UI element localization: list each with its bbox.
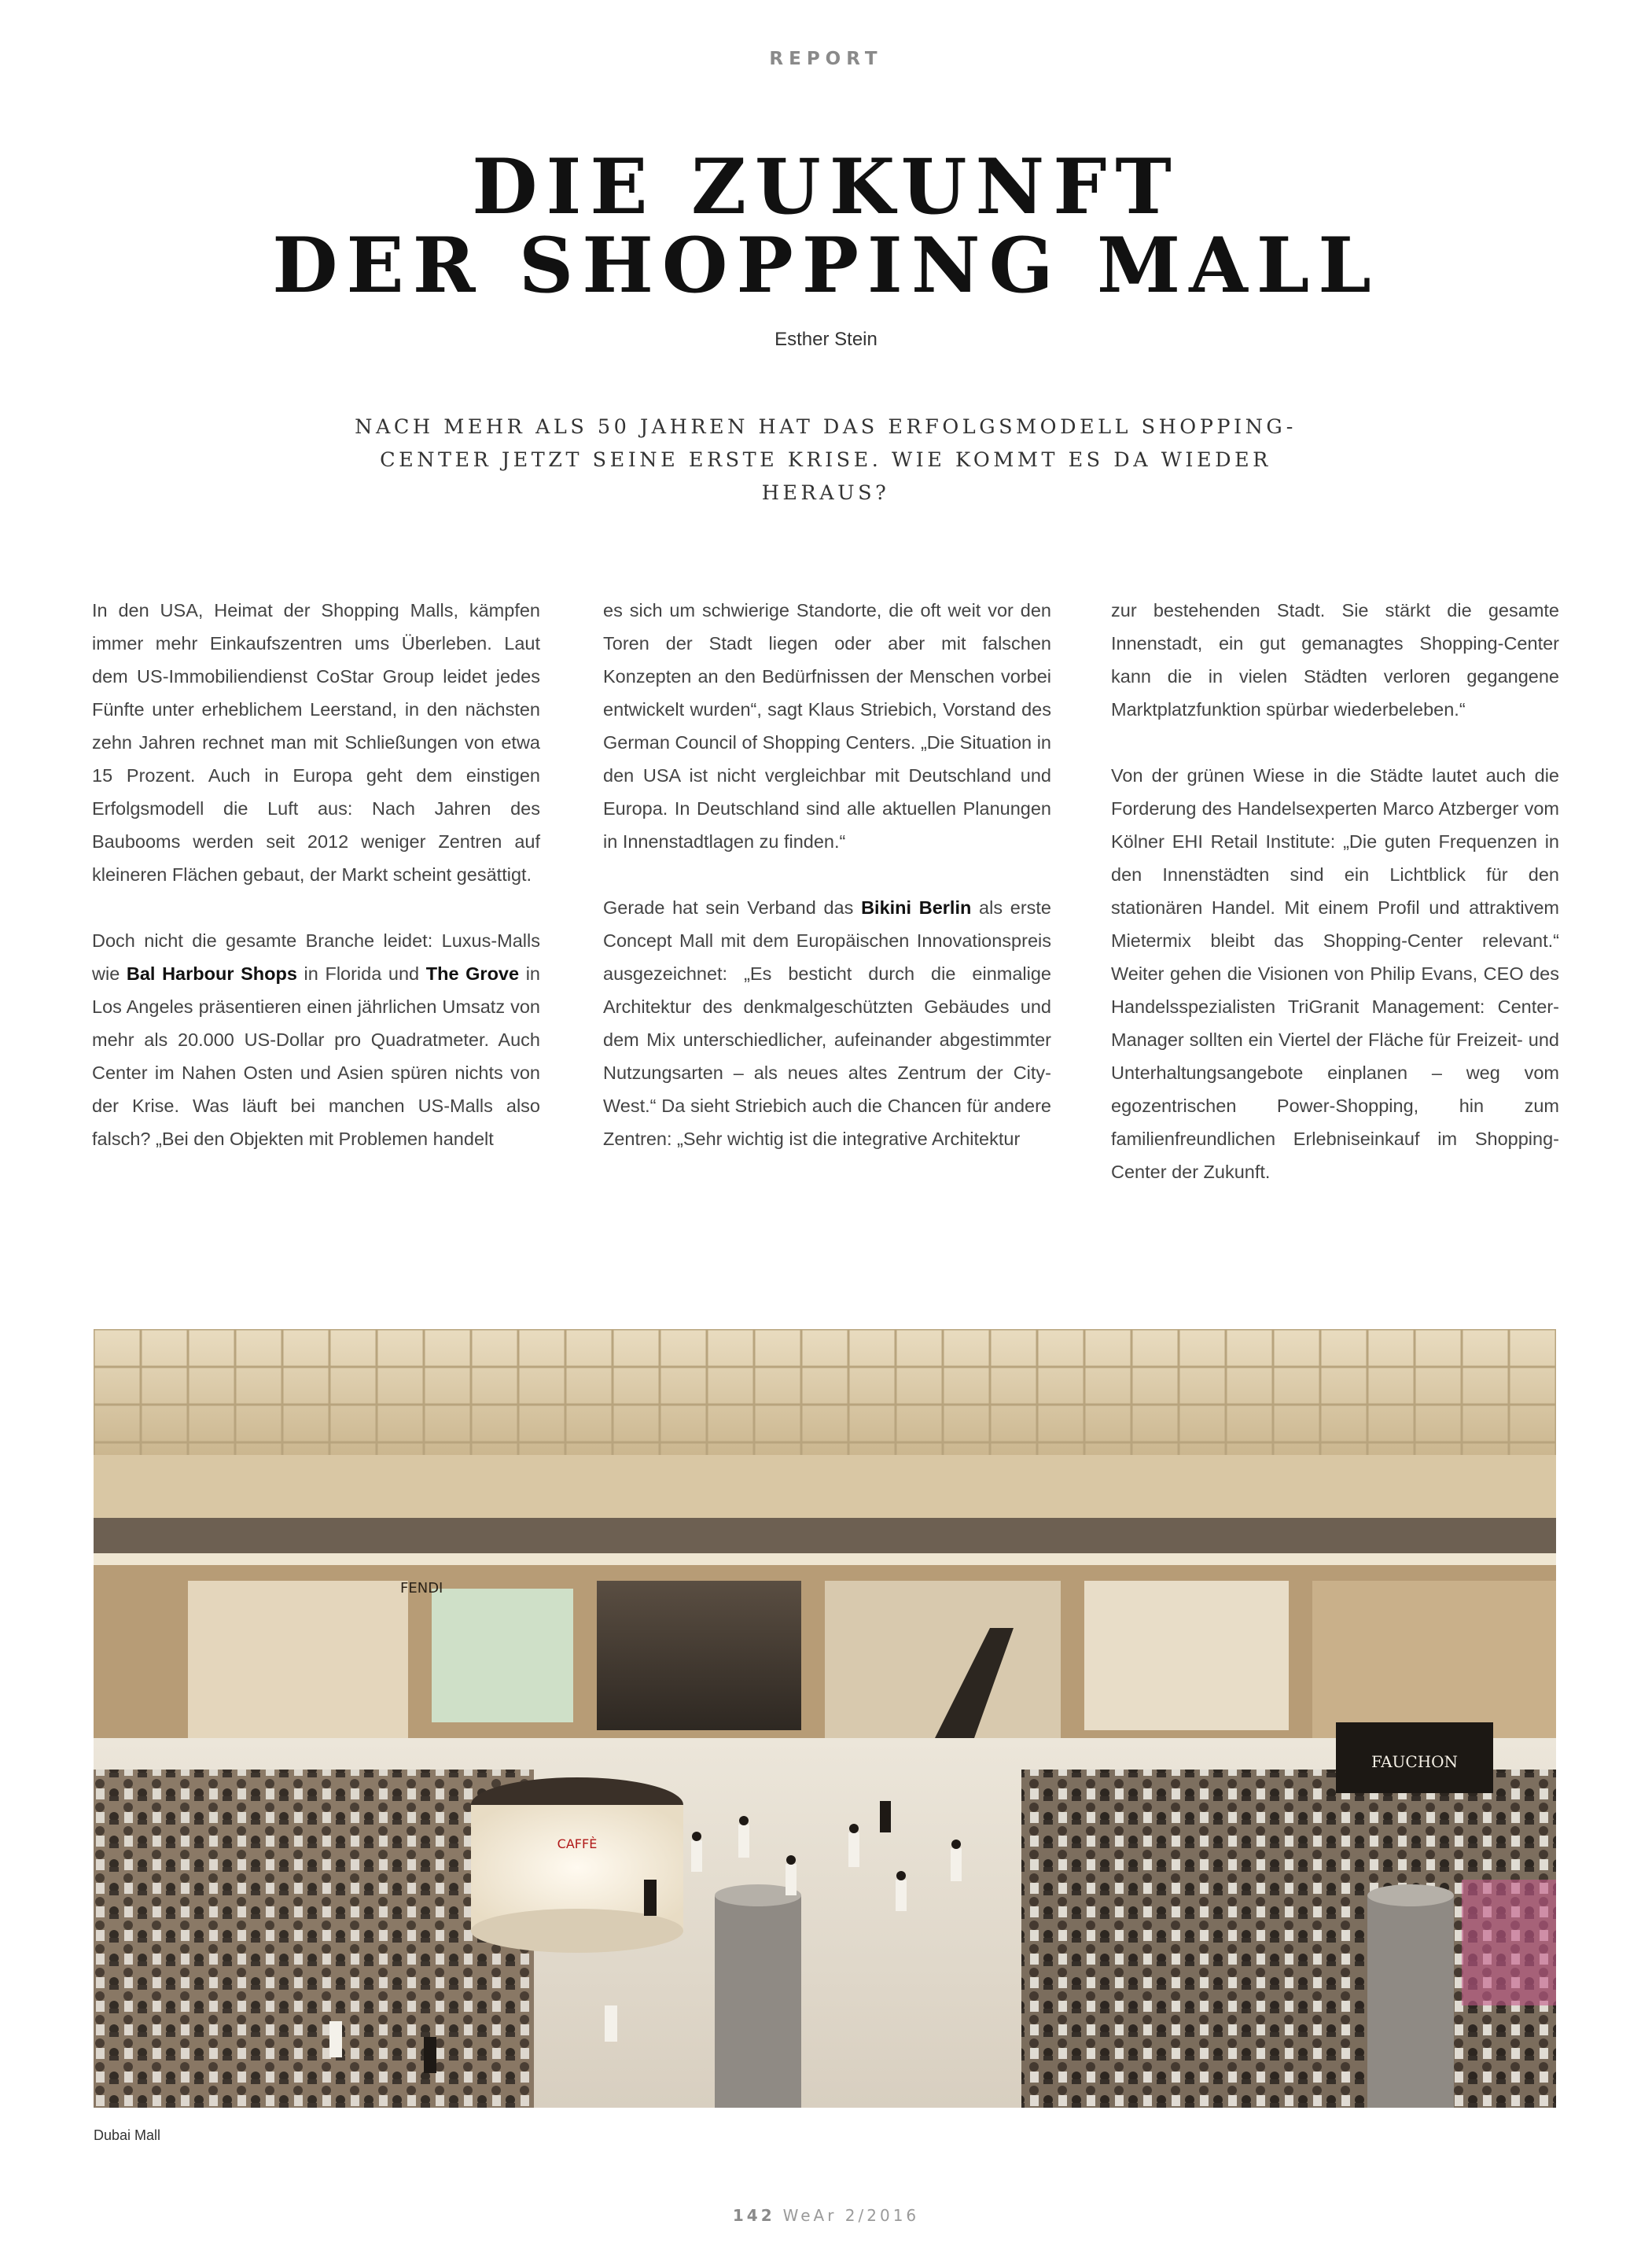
fauchon-sign: FAUCHON <box>1371 1752 1459 1771</box>
photo-caption: Dubai Mall <box>94 2127 161 2143</box>
fendi-sign: FENDI <box>400 1580 443 1597</box>
highlight-bal-harbour: Bal Harbour Shops <box>126 963 297 984</box>
title-line-1: DIE ZUKUNFT <box>472 142 1180 231</box>
highlight-bikini-berlin: Bikini Berlin <box>861 897 972 918</box>
text-column-3 <box>1111 594 1559 1221</box>
highlight-the-grove: The Grove <box>425 963 520 984</box>
article-title <box>0 142 1652 310</box>
publication-issue: WeAr 2/2016 <box>782 2206 920 2225</box>
cafe-sign: CAFFÈ <box>557 1836 598 1851</box>
author-byline: Esther Stein <box>774 329 878 350</box>
page-number: 142 <box>732 2206 775 2225</box>
text-column-2 <box>603 594 1051 1188</box>
page-footer <box>0 2206 1652 2225</box>
paragraph: es sich um schwierige Standorte, die oft weit vor den Toren der Stadt liegen oder aber mit falschen Konzepten an den Bedürfnissen der Menschen vorbei entwickelt wurden“, sagt Klaus Striebich, Vorstand des German Council of Shopping Centers. „Die Situation in den USA ist nicht vergleichbar mit Deutschland und Europa. In Deutschland sind alle aktuellen Planungen in Innenstadtlagen zu finden.“ <box>603 600 1051 852</box>
title-line-2: DER SHOPPING MALL <box>272 221 1380 310</box>
mall-photo-illustration <box>94 1329 1556 2108</box>
paragraph: Doch nicht die gesamte Branche leidet: Luxus-Malls wie Bal Harbour Shops in Florida und The Grove in Los Angeles präsentieren einen jährlichen Umsatz von mehr als 20.000 US-Dollar pro Quadratmeter. Auch Center im Nahen Osten und Asien spüren nichts von der Krise. Was läuft bei manchen US-Malls also falsch? „Bei den Objekten mit Problemen handelt <box>92 930 540 1149</box>
text-column-1 <box>92 594 540 1188</box>
paragraph: In den USA, Heimat der Shopping Malls, kämpfen immer mehr Einkaufszentren ums Überleben. Laut dem US-Immobiliendienst CoStar Group leidet jedes Fünfte unter erheblichem Leerstand, in den nächsten zehn Jahren rechnet man mit Schließungen von etwa 15 Prozent. Auch in Europa geht dem einstigen Erfolgsmodell die Luft aus: Nach Jahren des Baubooms werden seit 2012 weniger Zentren auf kleineren Flächen gebaut, der Markt scheint gesättigt. <box>92 600 540 885</box>
paragraph: zur bestehenden Stadt. Sie stärkt die gesamte Innenstadt, ein gut gemanagtes Shopping-Center kann die in vielen Städten verloren gegangene Marktplatzfunktion spürbar wiederbeleben.“ <box>1111 600 1559 720</box>
mall-photo <box>94 1329 1556 2108</box>
section-label: REPORT <box>769 49 883 69</box>
paragraph: Von der grünen Wiese in die Städte lautet auch die Forderung des Handelsexperten Marco Atzberger vom Kölner EHI Retail Institute: „Die guten Frequenzen in den Innenstädten sind ein Lichtblick für den stationären Handel. Mit einem Profil und attraktivem Mietermix bleibt das Shopping-Center relevant.“ Weiter gehen die Visionen von Philip Evans, CEO des Handelsspezialisten TriGranit Management: Center-Manager sollten ein Viertel der Fläche für Freizeit- und Unterhaltungsangebote einplanen – weg vom egozentrischen Power-Shopping, hin zum familienfreundlichen Erlebniseinkauf im Shopping-Center der Zukunft. <box>1111 765 1559 1182</box>
paragraph: Gerade hat sein Verband das Bikini Berlin als erste Concept Mall mit dem Europäischen Innovationspreis ausgezeichnet: „Es besticht durch die einmalige Architektur des denkmalgeschützten Gebäudes und dem Mix unterschiedlicher, aufeinander abgestimmter Nutzungsarten – als neues altes Zentrum der City-West.“ Da sieht Striebich auch die Chancen für andere Zentren: „Sehr wichtig ist die integrative Architektur <box>603 897 1052 1149</box>
lead-paragraph: NACH MEHR ALS 50 JAHREN HAT DAS ERFOLGSMODELL SHOPPING-CENTER JETZT SEINE ERSTE KRISE. WIE KOMMT ES DA WIEDER HERAUS? <box>355 415 1297 505</box>
